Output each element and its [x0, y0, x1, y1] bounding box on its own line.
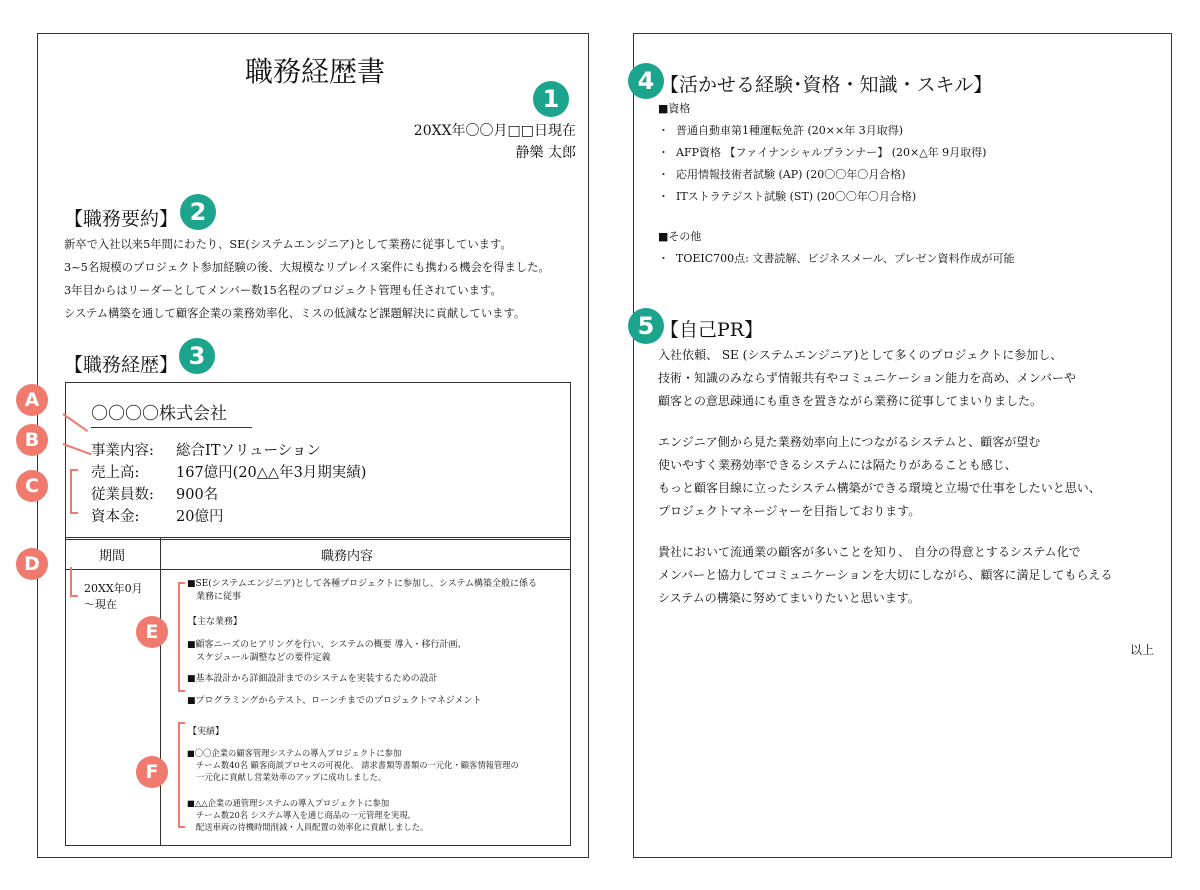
period-column-header: 期間 — [99, 549, 126, 564]
result-line: 配送車両の待機時間削減・人員配置の効率化に貢献しました。 — [196, 822, 429, 832]
pr-line: エンジニア側から見た業務効率向上につながるシステムと、顧客が望む — [658, 435, 1041, 449]
closing-text: 以上 — [1129, 643, 1154, 657]
job-intro-line: ■SE(システムエンジニア)として各種プロジェクトに参加し、システム構築全般に係る — [187, 579, 538, 589]
sales-label: 売上高: — [91, 465, 140, 481]
pr-line: システムの構築に努めてまいりたいと思います。 — [658, 591, 920, 605]
employees-label: 従業員数: — [91, 487, 154, 503]
company-info-box — [65, 382, 571, 540]
pr-heading: 【自己PR】 — [660, 319, 764, 341]
author-name: 静樂 太郎 — [515, 145, 576, 161]
result-item — [187, 747, 519, 783]
result-line: 一元化に貢献し営業効率のアップに成功しました。 — [196, 772, 387, 782]
qualification-text: 応用情報技術者試験 (AP) (20〇〇年〇月合格) — [676, 168, 906, 181]
pr-line: もっと顧客目線に立ったシステム構築ができる環境と立場で仕事をしたいと思い、 — [658, 481, 1101, 495]
period-start: 20XX年0月 — [84, 582, 143, 595]
bullet: ・ — [658, 146, 669, 159]
pr-paragraph-2 — [658, 431, 1101, 523]
duty-item — [187, 639, 466, 665]
duty-item: ■プログラミングからテスト、ローンチまでのプロジェクトマネジメント — [187, 696, 482, 706]
other-text: TOEIC700点: 文書読解、ビジネスメール、プレゼン資料作成が可能 — [676, 252, 1015, 265]
qualification-item — [658, 164, 986, 186]
date-line: 20XX年〇〇月□□日現在 — [413, 123, 576, 139]
skills-heading: 【活かせる経験･資格・知識・スキル】 — [660, 74, 993, 96]
resume-page-2 — [633, 33, 1172, 858]
results-heading: 【実績】 — [188, 727, 225, 737]
document-title: 職務経歴書 — [245, 55, 386, 88]
pr-line: 使いやすく業務効率できるシステムには隔たりがあることも感じ、 — [658, 458, 1017, 472]
business-value: 総合ITソリューション — [176, 443, 321, 459]
other-item — [658, 248, 1014, 270]
qualification-item — [658, 142, 986, 164]
connector-line — [178, 722, 180, 828]
summary-heading: 【職務要約】 — [64, 208, 179, 230]
job-history-table — [65, 537, 571, 846]
letter-badge-c: C — [16, 470, 48, 502]
qualification-text: AFP資格 【ファイナンシャルプランナー】 (20×△年 9月取得) — [676, 146, 987, 159]
company-name: 〇〇〇〇株式会社 — [91, 399, 252, 428]
pr-line: 技術・知識のみならず情報共有やコミュニケーション能力を高め、メンバーや — [658, 371, 1076, 385]
capital-label: 資本金: — [91, 509, 140, 525]
letter-badge-b: B — [16, 424, 48, 456]
number-badge-3: 3 — [179, 338, 215, 374]
result-line: ■△△企業の通管理システムの導入プロジェクトに参加 — [187, 798, 390, 808]
letter-badge-a: A — [16, 384, 48, 416]
content-column-header: 職務内容 — [321, 549, 374, 564]
bullet: ・ — [658, 252, 669, 265]
summary-line: 3年目からはリーダーとしてメンバー数15名程のプロジェクト管理も任されています。 — [64, 284, 502, 297]
letter-badge-e: E — [136, 616, 168, 648]
duty-item: ■基本設計から詳細設計までのシステムを実装するための設計 — [187, 674, 438, 684]
number-badge-2: 2 — [180, 194, 216, 230]
connector-line — [70, 567, 72, 597]
connector-line — [178, 582, 185, 584]
period-end: ～現在 — [84, 598, 117, 611]
result-item — [187, 797, 428, 833]
qualification-text: ITストラテジスト試験 (ST) (20〇〇年〇月合格) — [676, 190, 917, 203]
resume-page-1 — [37, 33, 589, 858]
job-intro-line: 業務に従事 — [196, 592, 242, 602]
bullet: ・ — [658, 168, 669, 181]
number-badge-1: 1 — [533, 81, 569, 117]
result-line: チーム数40名 顧客商談プロセスの可視化、 請求書類等書類の一元化・顧客情報管理の — [196, 760, 519, 770]
pr-line: 入社依頼、 SE (システムエンジニア)として多くのプロジェクトに参加し、 — [658, 348, 1063, 362]
other-label: ■その他 — [658, 230, 702, 243]
period-cell — [84, 581, 143, 613]
pr-line: 貴社において流通業の顧客が多いことを知り、 自分の得意とするシステム化で — [658, 545, 1081, 559]
connector-line — [178, 826, 185, 828]
bullet: ・ — [658, 190, 669, 203]
pr-line: プロジェクトマネージャーを目指しております。 — [658, 504, 921, 518]
qualifications-list — [658, 120, 986, 208]
pr-paragraph-3 — [658, 541, 1112, 610]
connector-line — [70, 595, 78, 597]
qualifications-label: ■資格 — [658, 102, 691, 115]
letter-badge-d: D — [16, 548, 48, 580]
summary-line: 3~5名規模のプロジェクト参加経験の後、大規模なリプレイス案件にも携わる機会を得ました。 — [64, 261, 550, 274]
qualification-item — [658, 186, 986, 208]
connector-line — [70, 512, 78, 514]
business-label: 事業内容: — [91, 443, 154, 459]
employees-value: 900名 — [176, 487, 219, 503]
connector-line — [70, 469, 78, 471]
main-duties-heading: 【主な業務】 — [188, 617, 243, 627]
history-heading: 【職務経歴】 — [64, 354, 179, 376]
connector-line — [178, 690, 185, 692]
number-badge-5: 5 — [628, 308, 664, 344]
duty-line: ■顧客ニーズのヒアリングを行い、システムの概要 導入・移行計画、 — [187, 640, 467, 650]
qualification-item — [658, 120, 986, 142]
pr-line: メンバーと協力してコミュニケーションを大切にしながら、顧客に満足してもらえる — [658, 568, 1113, 582]
qualification-text: 普通自動車第1種運転免許 (20××年 3月取得) — [676, 124, 904, 137]
summary-line: 新卒で入社以来5年間にわたり、SE(システムエンジニア)として業務に従事しています。 — [64, 238, 512, 251]
result-line: チーム数20名 システム導入を通じ商品の一元管理を実現。 — [196, 810, 416, 820]
result-line: ■〇〇企業の顧客管理システムの導入プロジェクトに参加 — [187, 748, 402, 758]
bullet: ・ — [658, 124, 669, 137]
capital-value: 20億円 — [176, 509, 224, 525]
number-badge-4: 4 — [628, 63, 664, 99]
summary-line: システム構築を通して顧客企業の業務効率化、ミスの低減など課題解決に貢献しています。 — [64, 307, 526, 320]
pr-paragraph-1 — [658, 344, 1076, 413]
connector-line — [178, 722, 185, 724]
summary-text — [64, 233, 550, 325]
connector-line — [178, 582, 180, 692]
pr-line: 顧客との意思疎通にも重きを置きながら業務に従事してまいりました。 — [658, 394, 1043, 408]
letter-badge-f: F — [136, 756, 168, 788]
connector-line — [70, 469, 72, 514]
sales-value: 167億円(20△△年3月期実績) — [176, 465, 367, 481]
duty-line: スケジュール調整などの要件定義 — [196, 653, 331, 663]
job-intro — [187, 578, 537, 604]
